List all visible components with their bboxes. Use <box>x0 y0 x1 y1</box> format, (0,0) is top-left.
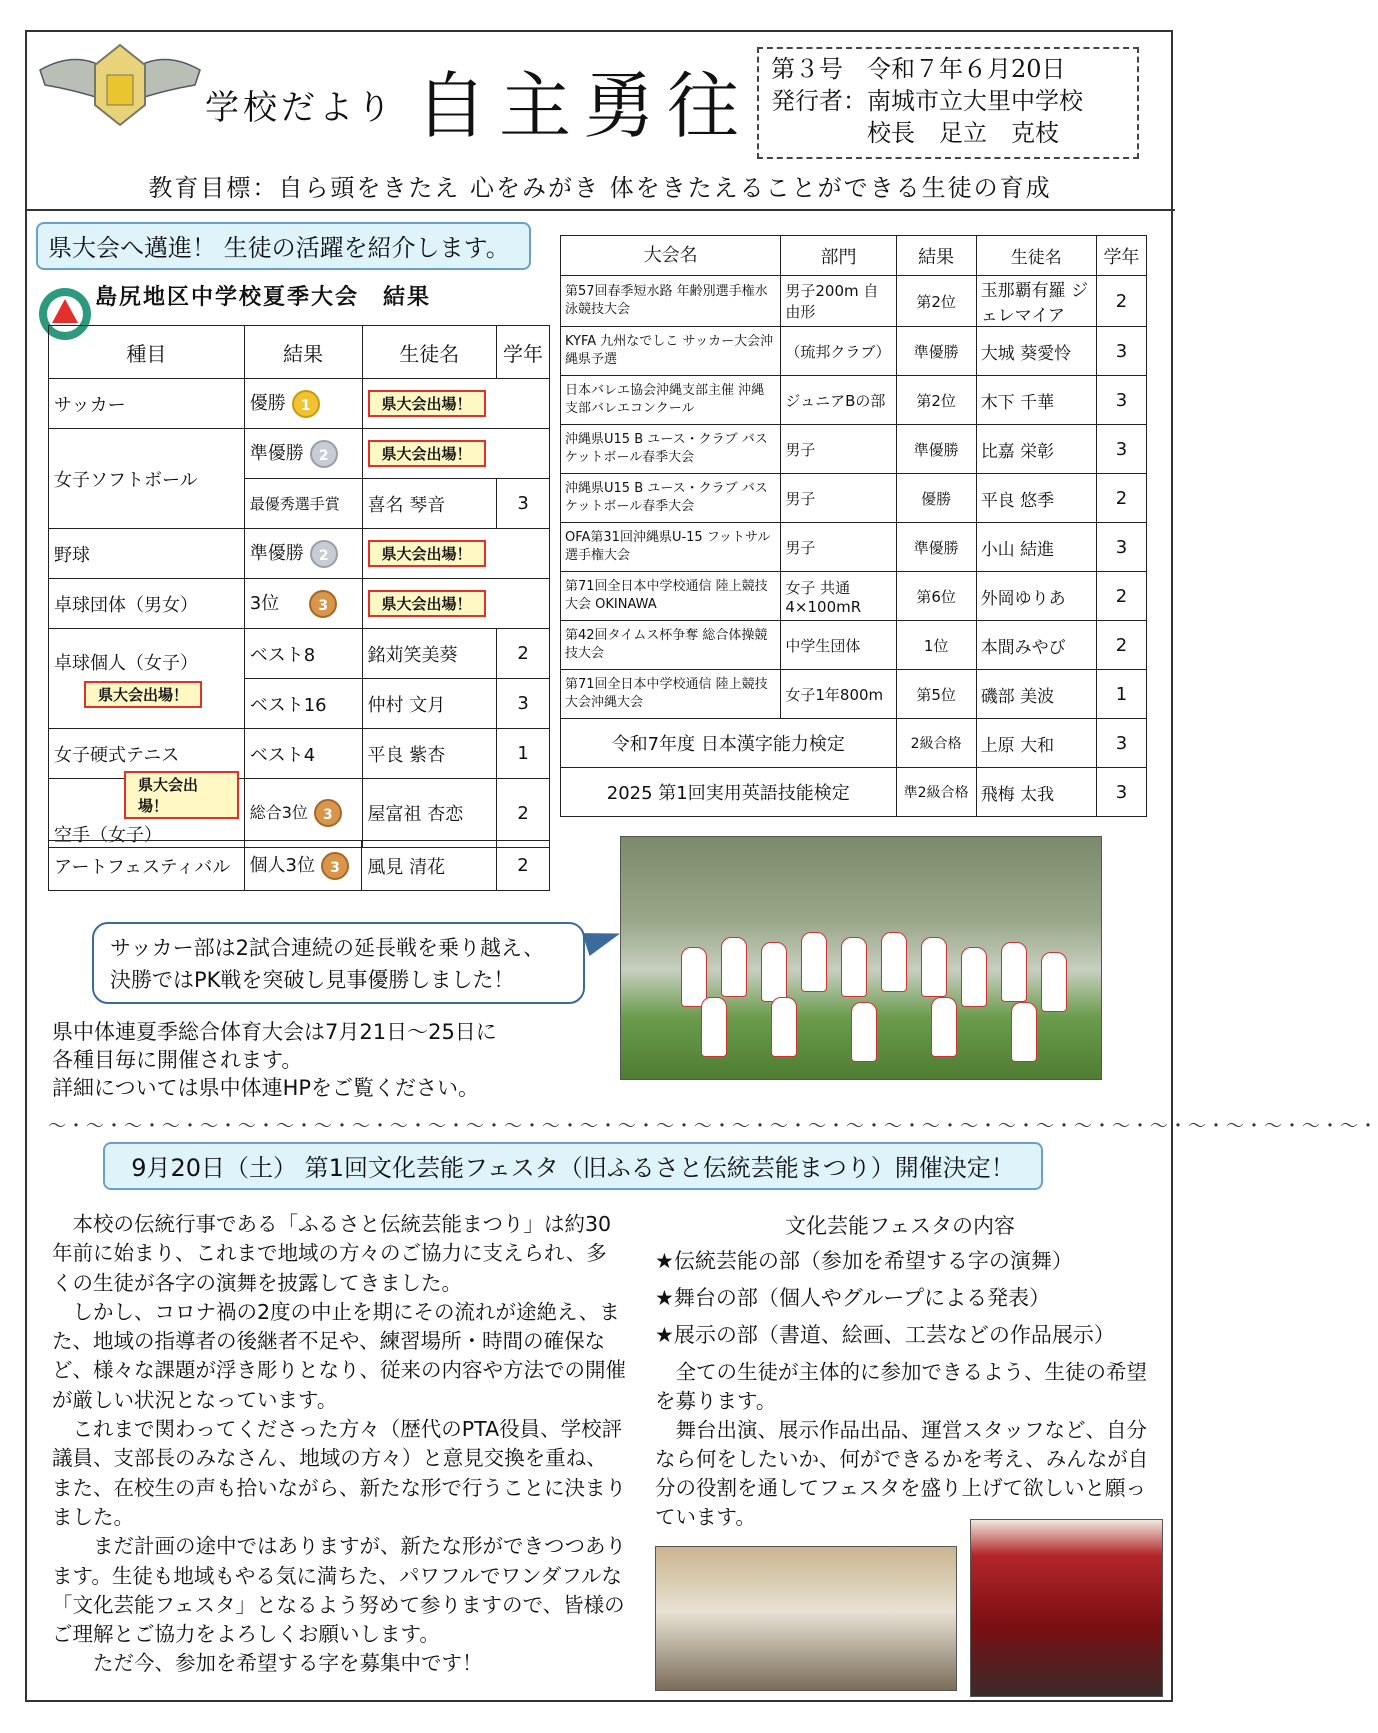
result-text: 個人3位 <box>249 855 315 876</box>
festa-participation-text <box>655 1358 1155 1532</box>
division-cell: 男子200m 自由形 <box>781 276 896 327</box>
grade-cell: 3 <box>1096 376 1146 425</box>
publisher: 発行者：南城市立大里中学校 <box>771 87 1083 115</box>
grade-cell: 2 <box>1096 474 1146 523</box>
result-text: 3位 <box>249 593 280 614</box>
table-row <box>561 376 1147 425</box>
grade-cell: 2 <box>497 629 550 679</box>
name-cell: 飛梅 太我 <box>976 768 1096 817</box>
qualified-cell <box>362 529 549 579</box>
list-item: ★舞台の部（個人やグループによる発表） <box>655 1286 1051 1310</box>
division-cell: 男子 <box>781 523 896 572</box>
result-cell: 準2級合格 <box>896 768 976 817</box>
newsletter-title: 自主勇往 <box>415 64 752 148</box>
table-row <box>561 523 1147 572</box>
name-cell: 平良 悠季 <box>976 474 1096 523</box>
col-header-name: 生徒名 <box>362 326 497 379</box>
principal: 校長 足立 克枝 <box>867 119 1059 147</box>
result-cell: 優勝 <box>896 474 976 523</box>
district-results-table <box>48 325 550 848</box>
table-row <box>561 327 1147 376</box>
bubble-line: サッカー部は2試合連続の延長戦を乗り越え、 <box>110 936 545 960</box>
event-cell <box>49 629 245 729</box>
result-cell: 第2位 <box>896 376 976 425</box>
issue-number: 第３号 令和７年６月20日 <box>771 55 1066 83</box>
event-cell: 卓球団体（男女） <box>49 579 245 629</box>
festival-banner-photo <box>655 1546 957 1691</box>
article-paragraph: ただ今、参加を希望する字を募集中です！ <box>93 1651 483 1676</box>
bronze-medal-icon: 3 <box>321 852 349 880</box>
qualified-badge: 県大会出場！ <box>368 440 486 467</box>
table-row <box>49 579 550 629</box>
col-header-result: 結果 <box>244 326 362 379</box>
other-results-table <box>560 235 1147 817</box>
col-header-grade: 学年 <box>1096 236 1146 276</box>
qualified-cell <box>362 379 549 429</box>
result-cell: ベスト8 <box>244 629 362 679</box>
table-row <box>49 629 550 679</box>
name-cell: 仲村 文月 <box>362 679 497 729</box>
col-header-division: 部門 <box>781 236 896 276</box>
result-text: 準優勝 <box>249 443 304 464</box>
grade-cell: 1 <box>1096 670 1146 719</box>
result-cell: 第6位 <box>896 572 976 621</box>
result-cell <box>244 529 362 579</box>
grade-cell: 3 <box>1096 719 1146 768</box>
name-cell: 喜名 琴音 <box>362 479 497 529</box>
art-festival-table <box>48 840 550 891</box>
competition-cell: 日本バレエ協会沖縄支部主催 沖縄支部バレエコンクール <box>561 376 781 425</box>
division-cell: 中学生団体 <box>781 621 896 670</box>
grade-cell: 2 <box>1096 572 1146 621</box>
article-paragraph: まだ計画の途中ではありますが、新たな形ができつつあります。生徒も地域もやる気に満ちた、パワフルでワンダフルな「文化芸能フェスタ」となるよう努めて参りますので、皆様のご理解とご協力をよろしくお願いします。 <box>52 1534 626 1647</box>
col-header-name: 生徒名 <box>976 236 1096 276</box>
soccer-team-photo <box>620 836 1102 1080</box>
table-row <box>561 670 1147 719</box>
article-paragraph: 全ての生徒が主体的に参加できるよう、生徒の希望を募ります。 <box>655 1360 1147 1413</box>
exam-cell: 2025 第1回実用英語技能検定 <box>561 768 897 817</box>
name-cell: 玉那覇有羅 ジェレマイア <box>976 276 1096 327</box>
table-row <box>561 276 1147 327</box>
grade-cell: 3 <box>1096 327 1146 376</box>
festa-contents-title: 文化芸能フェスタの内容 <box>785 1214 1015 1238</box>
list-item: ★展示の部（書道、絵画、工芸などの作品展示） <box>655 1323 1115 1347</box>
name-cell: 比嘉 栄彰 <box>976 425 1096 474</box>
competition-cell: 第42回タイムス杯争奪 総合体操競技大会 <box>561 621 781 670</box>
name-cell: 銘苅笑美葵 <box>362 629 497 679</box>
issue-info-box <box>757 47 1139 159</box>
qualified-cell <box>362 429 549 479</box>
article-paragraph: 本校の伝統行事である「ふるさと伝統芸能まつり」は約30年前に始まり、これまで地域の方々のご協力に支えられ、多くの生徒が各字の演舞を披露してきました。 <box>52 1212 612 1295</box>
result-cell: ベスト4 <box>244 729 362 779</box>
grade-cell: 3 <box>497 479 550 529</box>
result-cell: ベスト16 <box>244 679 362 729</box>
result-cell: 準優勝 <box>896 425 976 474</box>
silver-medal-icon: 2 <box>310 440 338 468</box>
event-cell: 女子ソフトボール <box>49 429 245 529</box>
gold-medal-icon: 1 <box>292 390 320 418</box>
competition-cell: 沖縄県U15 B ユース・クラブ バスケットボール春季大会 <box>561 425 781 474</box>
article-paragraph: 舞台出演、展示作品出品、運営スタッフなど、自分なら何をしたいか、何ができるかを考え、みんなが自分の役割を通してフェスタを盛り上げて欲しいと願っています。 <box>655 1418 1149 1529</box>
name-cell: 小山 結進 <box>976 523 1096 572</box>
result-cell <box>244 779 362 848</box>
exam-cell: 令和7年度 日本漢字能力検定 <box>561 719 897 768</box>
table-row <box>49 779 550 848</box>
qualified-badge: 県大会出場！ <box>368 590 486 617</box>
result-text: 総合3位 <box>249 803 308 822</box>
result-cell <box>244 841 362 891</box>
event-cell <box>49 776 245 848</box>
result-cell <box>244 429 362 479</box>
table-row <box>49 529 550 579</box>
qualified-badge: 県大会出場！ <box>124 771 239 819</box>
grade-cell: 2 <box>497 779 550 848</box>
grade-cell: 3 <box>1096 523 1146 572</box>
division-cell: 女子 共通 4×100mR <box>781 572 896 621</box>
table-row <box>561 425 1147 474</box>
competition-cell: OFA第31回沖縄県U-15 フットサル選手権大会 <box>561 523 781 572</box>
soccer-speech-bubble <box>92 922 585 1004</box>
festa-article <box>52 1210 627 1679</box>
table-row <box>49 429 550 479</box>
grade-cell: 2 <box>1096 621 1146 670</box>
table-row <box>561 719 1147 768</box>
education-goal: 教育目標：自ら頭をきたえ 心をみがき 体をきたえることができる生徒の育成 <box>148 174 1052 202</box>
table-row <box>561 621 1147 670</box>
result-cell: 2級合格 <box>896 719 976 768</box>
result-cell: 最優秀選手賞 <box>244 479 362 529</box>
name-cell: 屋富祖 杏恋 <box>362 779 497 848</box>
grade-cell: 2 <box>497 841 550 891</box>
table-row <box>561 572 1147 621</box>
event-cell: 野球 <box>49 529 245 579</box>
name-cell: 上原 大和 <box>976 719 1096 768</box>
table-header-row <box>561 236 1147 276</box>
col-header-result: 結果 <box>896 236 976 276</box>
competition-cell: 第57回春季短水路 年齢別選手権水泳競技大会 <box>561 276 781 327</box>
event-text: 空手（女子） <box>54 825 162 846</box>
event-cell: アートフェスティバル <box>49 841 245 891</box>
table-row <box>49 379 550 429</box>
list-item: ★伝統芸能の部（参加を希望する字の演舞） <box>655 1249 1073 1273</box>
qualified-badge: 県大会出場！ <box>368 540 486 567</box>
name-cell: 平良 紫杏 <box>362 729 497 779</box>
name-cell: 外岡ゆりあ <box>976 572 1096 621</box>
grade-cell: 3 <box>1096 768 1146 817</box>
col-header-competition: 大会名 <box>561 236 781 276</box>
competition-cell: 第71回全日本中学校通信 陸上競技大会 OKINAWA <box>561 572 781 621</box>
name-cell: 磯部 美波 <box>976 670 1096 719</box>
bronze-medal-icon: 3 <box>309 590 337 618</box>
name-cell: 大城 葵愛怜 <box>976 327 1096 376</box>
lion-dance-photo <box>970 1519 1163 1697</box>
silver-medal-icon: 2 <box>310 540 338 568</box>
result-cell: 第5位 <box>896 670 976 719</box>
qualified-badge: 県大会出場！ <box>368 390 486 417</box>
article-paragraph: これまで関わってくださった方々（歴代のPTA役員、学校評議員、支部長のみなさん、地域の方々）と意見交換を重ね、また、在校生の声も拾いながら、新たな形で行うことに決まりました。 <box>52 1417 626 1529</box>
result-text: 準優勝 <box>249 543 304 564</box>
table-row <box>561 768 1147 817</box>
table-header-row <box>49 326 550 379</box>
event-cell: サッカー <box>49 379 245 429</box>
notice-line: 詳細については県中体連HPをご覧ください。 <box>52 1076 480 1100</box>
newsletter-tagline: 学校だより <box>205 88 395 128</box>
result-cell <box>244 379 362 429</box>
tournament-notice <box>52 1018 612 1102</box>
name-cell: 本間みやび <box>976 621 1096 670</box>
qualified-cell <box>362 579 549 629</box>
grade-cell: 1 <box>497 729 550 779</box>
result-cell: 第2位 <box>896 276 976 327</box>
competition-cell: KYFA 九州なでしこ サッカー大会沖縄県予選 <box>561 327 781 376</box>
name-cell: 木下 千華 <box>976 376 1096 425</box>
division-cell: （琉邦クラブ） <box>781 327 896 376</box>
notice-line: 各種目毎に開催されます。 <box>52 1048 303 1072</box>
bubble-line: 決勝ではPK戦を突破し見事優勝しました！ <box>110 968 515 992</box>
result-cell: 準優勝 <box>896 327 976 376</box>
table-row <box>561 474 1147 523</box>
grade-cell: 2 <box>1096 276 1146 327</box>
col-header-event: 種目 <box>49 326 245 379</box>
result-cell: 準優勝 <box>896 523 976 572</box>
name-cell: 風見 清花 <box>362 841 497 891</box>
division-cell: ジュニアBの部 <box>781 376 896 425</box>
wave-divider: ～・～・～・～・～・～・～・～・～・～・～・～・～・～・～・～・～・～・～・～・～・～・～・～・～・～・～・～・～・～・～・～・～・～・～・ <box>48 1116 1378 1137</box>
table-row <box>49 841 550 891</box>
section-banner-prefecture: 県大会へ邁進！ 生徒の活躍を紹介します。 <box>36 222 531 270</box>
event-text: 卓球個人（女子） <box>54 653 198 674</box>
bronze-medal-icon: 3 <box>314 799 342 827</box>
header-divider <box>25 209 1175 211</box>
result-cell <box>244 579 362 629</box>
grade-cell: 3 <box>497 679 550 729</box>
qualified-badge: 県大会出場！ <box>84 681 202 708</box>
festa-contents-list <box>655 1243 1155 1354</box>
event-cell: 女子硬式テニス <box>49 729 245 779</box>
article-paragraph: しかし、コロナ禍の2度の中止を期にその流れが途絶え、また、地域の指導者の後継者不足や、練習場所・時間の確保など、様々な課題が浮き彫りとなり、従来の内容や方法での開催が厳しい状況となっています。 <box>52 1299 626 1412</box>
section-banner-festa: 9月20日（土） 第1回文化芸能フェスタ（旧ふるさと伝統芸能まつり）開催決定！ <box>103 1142 1043 1190</box>
competition-cell: 沖縄県U15 B ユース・クラブ バスケットボール春季大会 <box>561 474 781 523</box>
division-cell: 男子 <box>781 425 896 474</box>
notice-line: 県中体連夏季総合体育大会は7月21日～25日に <box>52 1020 497 1044</box>
division-cell: 男子 <box>781 474 896 523</box>
result-cell: 1位 <box>896 621 976 670</box>
school-crest-icon <box>35 40 205 130</box>
grade-cell: 3 <box>1096 425 1146 474</box>
competition-cell: 第71回全日本中学校通信 陸上競技大会沖縄大会 <box>561 670 781 719</box>
result-text: 優勝 <box>249 393 286 414</box>
district-results-title: 島尻地区中学校夏季大会 結果 <box>95 285 432 310</box>
col-header-grade: 学年 <box>497 326 550 379</box>
division-cell: 女子1年800m <box>781 670 896 719</box>
